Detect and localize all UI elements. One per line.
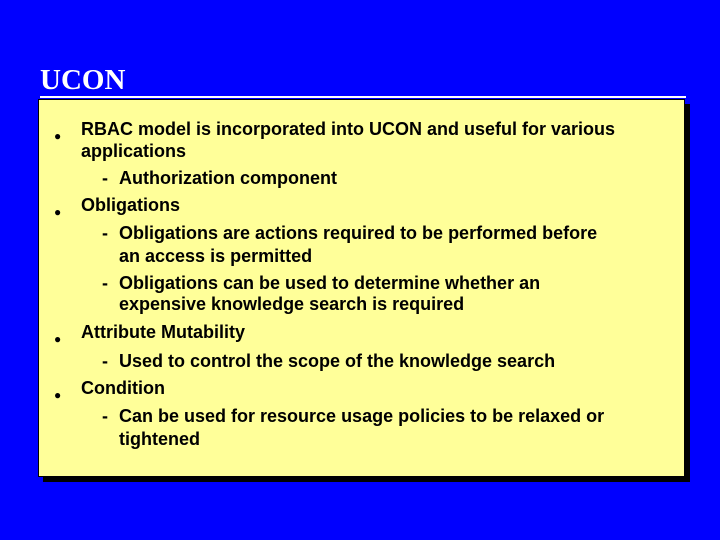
content-panel [38,99,685,477]
slide-title: UCON [40,64,126,96]
bullet-text: RBAC model is incorporated into UCON and useful for various [81,119,616,139]
sub-bullet-text-continued: an access is permitted [119,246,313,266]
bullet-text: Condition [81,378,165,398]
dash-icon: - [102,273,108,293]
bullet-text: Attribute Mutability [81,322,245,342]
bullet-icon: ● [54,388,62,402]
bullet-icon: ● [54,332,62,346]
dash-icon: - [102,168,108,188]
sub-bullet-text-continued: tightened [119,429,200,449]
bullet-icon: ● [54,129,62,143]
sub-bullet-text-continued: expensive knowledge search is required [119,294,465,314]
sub-bullet-text: Authorization component [119,168,337,188]
bullet-text-continued: applications [81,141,187,161]
bullet-text: Obligations [81,195,180,215]
title-underline [40,96,686,98]
sub-bullet-text: Obligations are actions required to be performed before [119,223,598,243]
sub-bullet-text: Obligations can be used to determine whether an [119,273,541,293]
dash-icon: - [102,406,108,426]
sub-bullet-text: Used to control the scope of the knowledge search [119,351,556,371]
bullet-icon: ● [54,205,62,219]
sub-bullet-text: Can be used for resource usage policies to be relaxed or [119,406,605,426]
dash-icon: - [102,223,108,243]
dash-icon: - [102,351,108,371]
